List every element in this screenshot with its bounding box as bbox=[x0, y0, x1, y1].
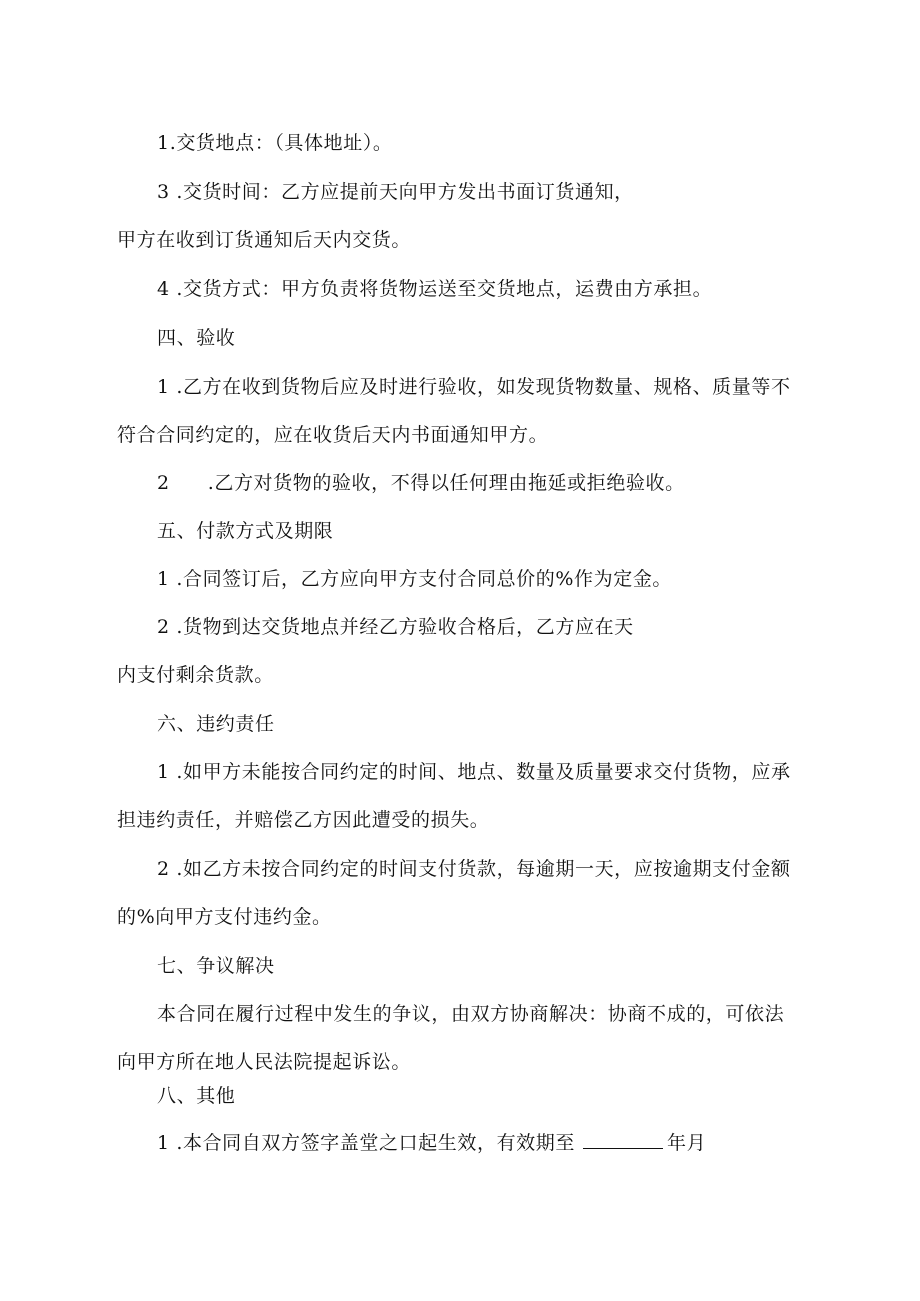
liability-item-1 bbox=[157, 760, 791, 784]
item-number: 4 bbox=[157, 278, 170, 300]
section-heading-payment bbox=[157, 519, 333, 543]
line-text: .乙方对货物的验收，不得以任何理由拖延或拒绝验收。 bbox=[207, 472, 685, 494]
line-text: .交货方式：甲方负责将货物运送至交货地点，运费由方承担。 bbox=[169, 278, 713, 300]
line-text: 符合合同约定的，应在收货后天内书面通知甲方。 bbox=[117, 424, 549, 446]
item-number: 1 bbox=[157, 568, 170, 590]
liability-item-1-continuation bbox=[117, 808, 489, 832]
item-number: 1 bbox=[157, 761, 170, 783]
item-number: 2 bbox=[157, 858, 170, 880]
section-heading-other bbox=[157, 1084, 235, 1108]
line-text: 1.交货地点：（具体地址）。 bbox=[157, 132, 393, 154]
payment-item-1 bbox=[157, 567, 672, 591]
delivery-time-line bbox=[157, 180, 634, 204]
line-text: 甲方在收到订货通知后天内交货。 bbox=[117, 229, 412, 251]
acceptance-item-2 bbox=[157, 471, 685, 495]
line-text: 的%向甲方支付违约金。 bbox=[117, 906, 332, 928]
line-text: .交货时间：乙方应提前天向甲方发出书面订货通知， bbox=[169, 181, 634, 203]
line-text: 向甲方所在地人民法院提起诉讼。 bbox=[117, 1051, 412, 1073]
item-number: 3 bbox=[157, 181, 170, 203]
line-text: .乙方在收到货物后应及时进行验收，如发现货物数量、规格、质量等不 bbox=[169, 376, 791, 398]
dispute-paragraph-continuation bbox=[117, 1050, 411, 1074]
line-text-tail: 年月 bbox=[666, 1132, 707, 1154]
dispute-paragraph bbox=[157, 1002, 784, 1026]
liability-item-2-continuation bbox=[117, 905, 332, 929]
line-text: .货物到达交货地点并经乙方验收合格后，乙方应在天 bbox=[169, 616, 634, 638]
section-heading-dispute bbox=[157, 954, 275, 978]
line-text: 担违约责任，并赔偿乙方因此遭受的损失。 bbox=[117, 809, 490, 831]
line-text: 本合同在履行过程中发生的争议，由双方协商解决：协商不成的，可依法 bbox=[157, 1003, 785, 1025]
heading-text: 七、争议解决 bbox=[157, 955, 275, 977]
item-number: 1 bbox=[157, 376, 170, 398]
line-text: .如乙方未按合同约定的时间支付货款，每逾期一天，应按逾期支付金额 bbox=[169, 858, 791, 880]
other-item-1 bbox=[157, 1131, 706, 1155]
heading-text: 四、验收 bbox=[157, 327, 236, 349]
acceptance-item-1 bbox=[157, 375, 791, 399]
line-text: .合同签订后，乙方应向甲方支付合同总价的%作为定金。 bbox=[169, 568, 673, 590]
blank-underline bbox=[583, 1132, 663, 1149]
line-text: .如甲方未能按合同约定的时间、地点、数量及质量要求交付货物，应承 bbox=[169, 761, 791, 783]
payment-item-2 bbox=[157, 615, 634, 639]
heading-text: 五、付款方式及期限 bbox=[157, 520, 334, 542]
delivery-location-line bbox=[157, 131, 393, 155]
section-heading-liability bbox=[157, 712, 275, 736]
delivery-method-line bbox=[157, 277, 712, 301]
delivery-time-continuation bbox=[117, 228, 411, 252]
section-heading-acceptance bbox=[157, 326, 235, 350]
item-number: 2 bbox=[157, 616, 170, 638]
item-number: 1 bbox=[157, 1132, 170, 1154]
payment-item-2-continuation bbox=[117, 663, 274, 687]
liability-item-2 bbox=[157, 857, 791, 881]
line-text: 内支付剩余货款。 bbox=[117, 664, 274, 686]
line-text: .本合同自双方签字盖堂之口起生效，有效期至 bbox=[169, 1132, 575, 1154]
heading-text: 八、其他 bbox=[157, 1085, 236, 1107]
acceptance-item-1-continuation bbox=[117, 423, 548, 447]
heading-text: 六、违约责任 bbox=[157, 713, 275, 735]
item-number: 2 bbox=[157, 472, 170, 494]
